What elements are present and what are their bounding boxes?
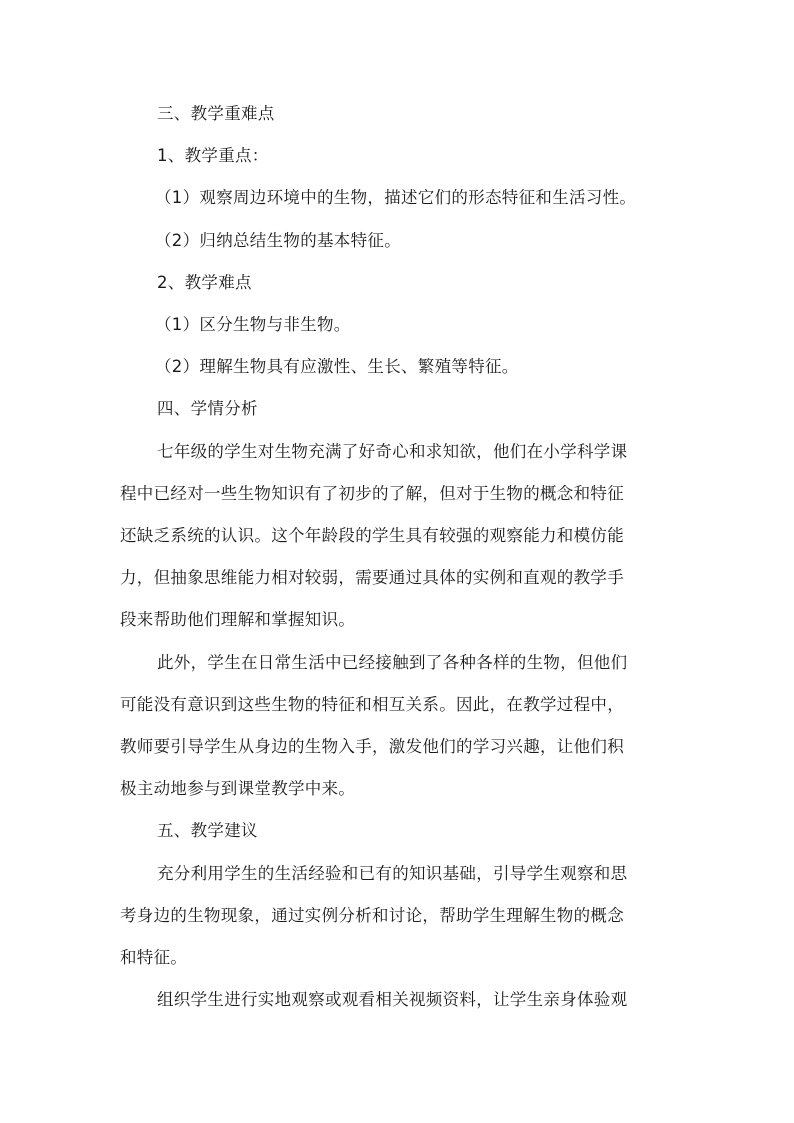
- paragraph-line: 极主动地参与到课堂教学中来。: [120, 779, 356, 798]
- paragraph-line: 段来帮助他们理解和掌握知识。: [120, 610, 356, 629]
- paragraph-line: 程中已经对一些生物知识有了初步的了解，但对于生物的概念和特征: [120, 484, 624, 503]
- paragraph-line: 可能没有意识到这些生物的特征和相互关系。因此，在教学过程中，: [120, 695, 624, 714]
- paragraph-line: 力，但抽象思维能力相对较弱，需要通过具体的实例和直观的教学手: [120, 568, 624, 587]
- section-heading-student-analysis: 四、学情分析: [157, 399, 258, 418]
- paragraph-line: 此外，学生在日常生活中已经接触到了各种各样的生物，但他们: [157, 653, 628, 672]
- list-item: （1）区分生物与非生物。: [155, 315, 351, 334]
- list-item: （2）归纳总结生物的基本特征。: [155, 231, 401, 250]
- section-heading-teaching-suggestions: 五、教学建议: [157, 821, 258, 840]
- subheading-difficult-points: 2、教学难点: [157, 273, 252, 292]
- list-item: （1）观察周边环境中的生物，描述它们的形态特征和生活习性。: [155, 188, 637, 207]
- paragraph-line: 七年级的学生对生物充满了好奇心和求知欲，他们在小学科学课: [157, 442, 628, 461]
- subheading-key-points: 1、教学重点：: [157, 146, 269, 165]
- paragraph-line: 组织学生进行实地观察或观看相关视频资料，让学生亲身体验观: [157, 990, 628, 1009]
- paragraph-line: 和特征。: [120, 948, 188, 967]
- paragraph-line: 考身边的生物现象，通过实例分析和讨论，帮助学生理解生物的概念: [120, 906, 624, 925]
- section-heading-key-difficult-points: 三、教学重难点: [157, 104, 275, 123]
- paragraph-line: 教师要引导学生从身边的生物入手，激发他们的学习兴趣，让他们积: [120, 737, 624, 756]
- paragraph-line: 充分利用学生的生活经验和已有的知识基础，引导学生观察和思: [157, 864, 628, 883]
- list-item: （2）理解生物具有应激性、生长、繁殖等特征。: [155, 357, 519, 376]
- paragraph-line: 还缺乏系统的认识。这个年龄段的学生具有较强的观察能力和模仿能: [120, 526, 624, 545]
